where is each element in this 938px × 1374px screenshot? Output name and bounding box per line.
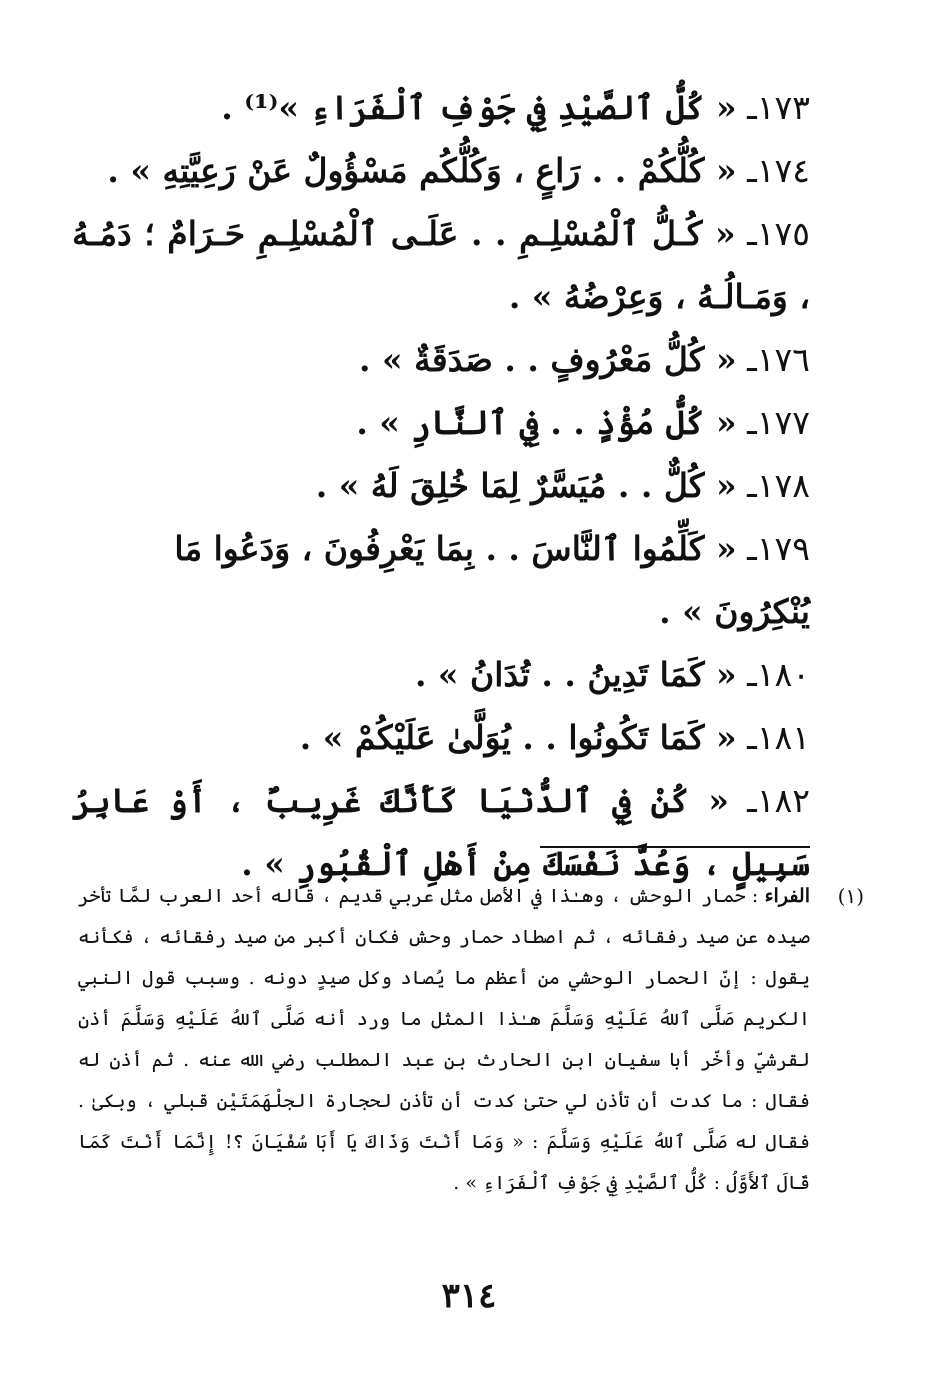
- entry-number: ١٧٤ـ: [747, 151, 810, 190]
- proverb-entry: [72, 202, 810, 328]
- proverb-entry: [72, 76, 810, 139]
- proverb-entry: [72, 391, 810, 454]
- entry-text: « كَمَا تَدِينُ . . تُدَانُ » .: [414, 655, 737, 694]
- entry-number: ١٧٩ـ: [747, 529, 810, 568]
- proverb-entry: [72, 454, 810, 517]
- entry-text: « كَلِّمُوا ٱلنَّاسَ . . بِمَا يَعْرِفُونَ ، وَدَعُوا مَا يُنْكِرُونَ » .: [174, 529, 810, 631]
- entry-number: ١٨٢ـ: [747, 781, 810, 820]
- entry-text: « كُنْ فِي ٱلدُّنْيَا كَأَنَّكَ غَرِيبٌ ، أَوْ عَابِرُ سَبِيلٍ ، وَعُدَّ نَفْسَكَ مِنْ أَهْلِ ٱلْقُبُورِ » .: [72, 781, 810, 883]
- entry-text: « كُلُّ ٱلصَّيْدِ فِي جَوْفِ ٱلْفَرَاءِ »⁽¹⁾ .: [221, 88, 737, 127]
- proverb-entry: [72, 643, 810, 706]
- footnote-term: الفراء: [764, 885, 811, 907]
- entry-text: « كُلُّكُمْ . . رَاعٍ ، وَكُلُّكُم مَسْؤُولٌ عَنْ رَعِيَّتِهِ » .: [107, 151, 737, 190]
- entry-number: ١٧٥ـ: [747, 214, 810, 253]
- entry-text: « كَمَا تَكُونُوا . . يُوَلَّىٰ عَلَيْكُمْ » .: [299, 718, 737, 757]
- proverb-entry: [72, 517, 810, 643]
- proverb-entry: [72, 328, 810, 391]
- entry-text: « كُلُّ مُؤْذٍ . . فِي ٱلنَّارِ » .: [356, 403, 737, 442]
- footnote-divider: [540, 846, 810, 848]
- entry-number: ١٧٣ـ: [747, 88, 810, 127]
- entry-number: ١٧٧ـ: [747, 403, 810, 442]
- entry-text: « كُلُّ مَعْرُوفٍ . . صَدَقَةٌ » .: [359, 340, 737, 379]
- entry-number: ١٨١ـ: [747, 718, 810, 757]
- page-number: ٣١٤: [441, 1276, 497, 1316]
- entry-number: ١٧٦ـ: [747, 340, 810, 379]
- proverb-entry: [72, 139, 810, 202]
- proverb-entry: [72, 706, 810, 769]
- entry-number: ١٨٠ـ: [747, 655, 810, 694]
- entry-text: « كُلٌّ . . مُيَسَّرٌ لِمَا خُلِقَ لَهُ » .: [315, 466, 737, 505]
- footnote-marker: (١): [837, 884, 864, 908]
- proverb-list: [72, 76, 810, 895]
- footnote: [78, 876, 864, 1204]
- footnote-text: : حمار الوحش ، وهـٰذا في الأصل مثل عربي قديم ، قاله أحد العرب لمَّا تأخر صيده عن صيد رفقائه ، ثم اصطاد حمار وحش فكان أكبر من صيد رفقائه ، فكأنه يقول : إنّ الحمار الوحشي من أعظم ما يُصاد وكل صيدٍ دونه . وسبب قول النبي الكريم صَلَّى ٱللهُ عَلَيْهِ وَسَلَّمَ هـٰذا المثل ما ورد أنه صَلَّى ٱللهُ عَلَيْهِ وَسَلَّمَ أذن لقرشيّ وأخّر أبا سفيان ابن الحارث بن عبد المطلب رضي الله عنه . ثم أذن له فقال : ما كدت أن تأذن لي حتىٰ كدت أن تأذن لحجارة الجلْهَمَتَيْن قبلي ، وبكىٰ . فقال له صَلَّى ٱللهُ عَلَيْهِ وَسَلَّمَ : « وَمَا أَنْتَ وَذَاكَ يَا أَبَا سُفْيَانَ ؟! إِنَّمَا أَنْتَ كَمَا قَالَ ٱلأَوَّلُ : كُلُّ ٱلصَّيْدِ فِي جَوْفِ ٱلْفَرَاءِ » .: [78, 885, 810, 1194]
- entry-text: « كُـلُّ ٱلْمُسْلِـمِ . . عَلَـى ٱلْمُسْلِـمِ حَـرَامٌ ؛ دَمُـهُ ، وَمَـالُـهُ ، وَعِرْضُهُ » .: [72, 214, 810, 316]
- footnote-body: [78, 876, 810, 1204]
- entry-number: ١٧٨ـ: [747, 466, 810, 505]
